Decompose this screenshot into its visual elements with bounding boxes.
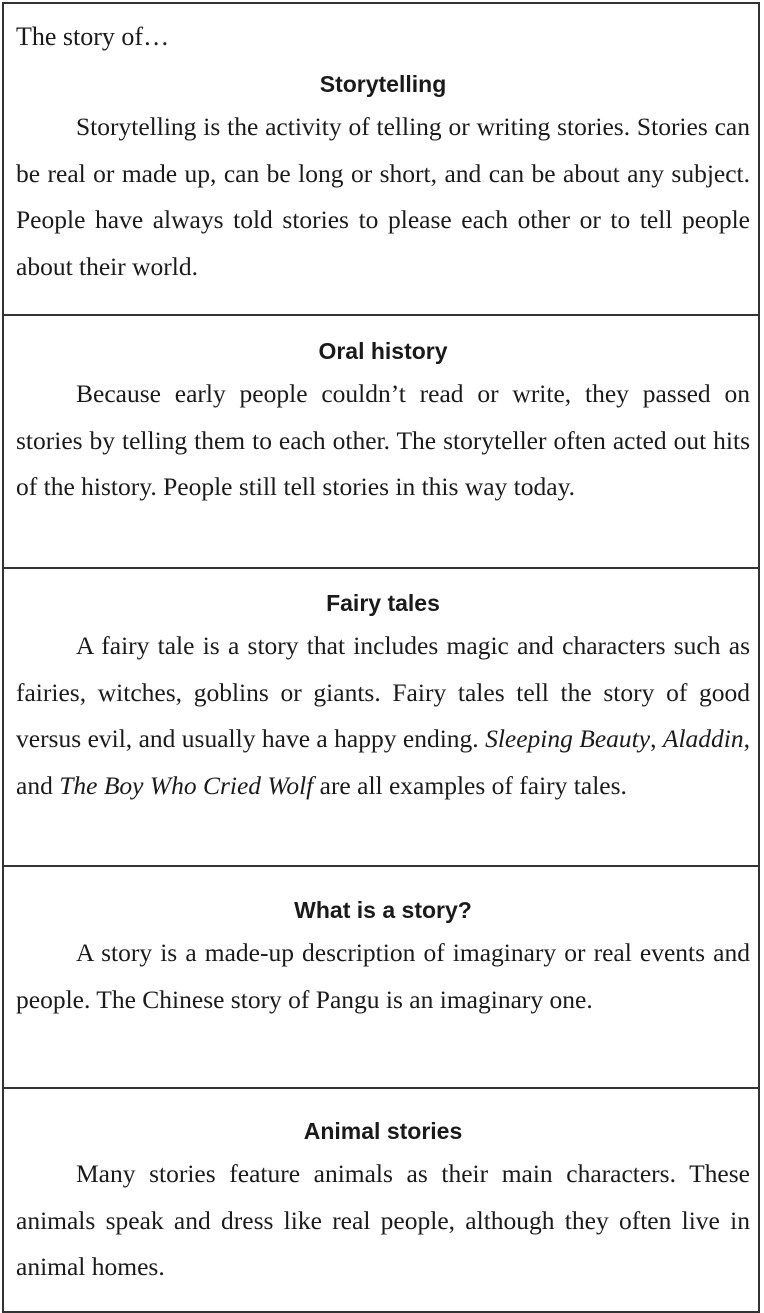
section-storytelling (4, 54, 758, 314)
separator: , and (16, 724, 750, 800)
title-boy-who-cried-wolf: The Boy Who Cried Wolf (59, 770, 314, 800)
section-text: Many stories feature animals as their main characters. These animals speak and dress like real people, although they often live in animal homes. (16, 1159, 750, 1281)
section-text: Storytelling is the activity of telling or writing stories. Stories can be real or made up, can be long or short, and can be about any subject. People have always told stories to please each other or to tell people about their world. (16, 112, 750, 281)
section-oral-history (4, 314, 758, 567)
intro-text: The story of… (16, 22, 170, 51)
section-heading: Animal stories (303, 1118, 463, 1144)
section-text: A story is a made-up description of imaginary or real events and people. The Chinese story of Pangu is an imaginary one. (16, 938, 750, 1014)
section-text (16, 623, 750, 809)
section-heading: Oral history (318, 338, 448, 364)
section-heading: Storytelling (319, 71, 447, 97)
title-sleeping-beauty: Sleeping Beauty (485, 724, 651, 753)
separator: , (650, 724, 663, 753)
text-before: A fairy tale is a story that includes magic and characters such as fairies, witches, goblins or giants. Fairy tales tell the story of good versus evil, and usually have a happy ending. (16, 631, 750, 753)
text-after: are all examples of fairy tales. (313, 770, 627, 800)
title-aladdin: Aladdin (662, 724, 744, 753)
section-animal-stories (4, 1087, 758, 1311)
section-heading: Fairy tales (326, 590, 440, 616)
section-heading: What is a story? (294, 897, 472, 923)
section-fairy-tales (4, 567, 758, 865)
story-table (2, 2, 760, 1313)
section-text: Because early people couldn’t read or write, they passed on stories by telling them to each other. The storyteller often acted out hits of the history. People still tell stories in this way today. (16, 379, 750, 501)
section-what-is-a-story (4, 865, 758, 1087)
